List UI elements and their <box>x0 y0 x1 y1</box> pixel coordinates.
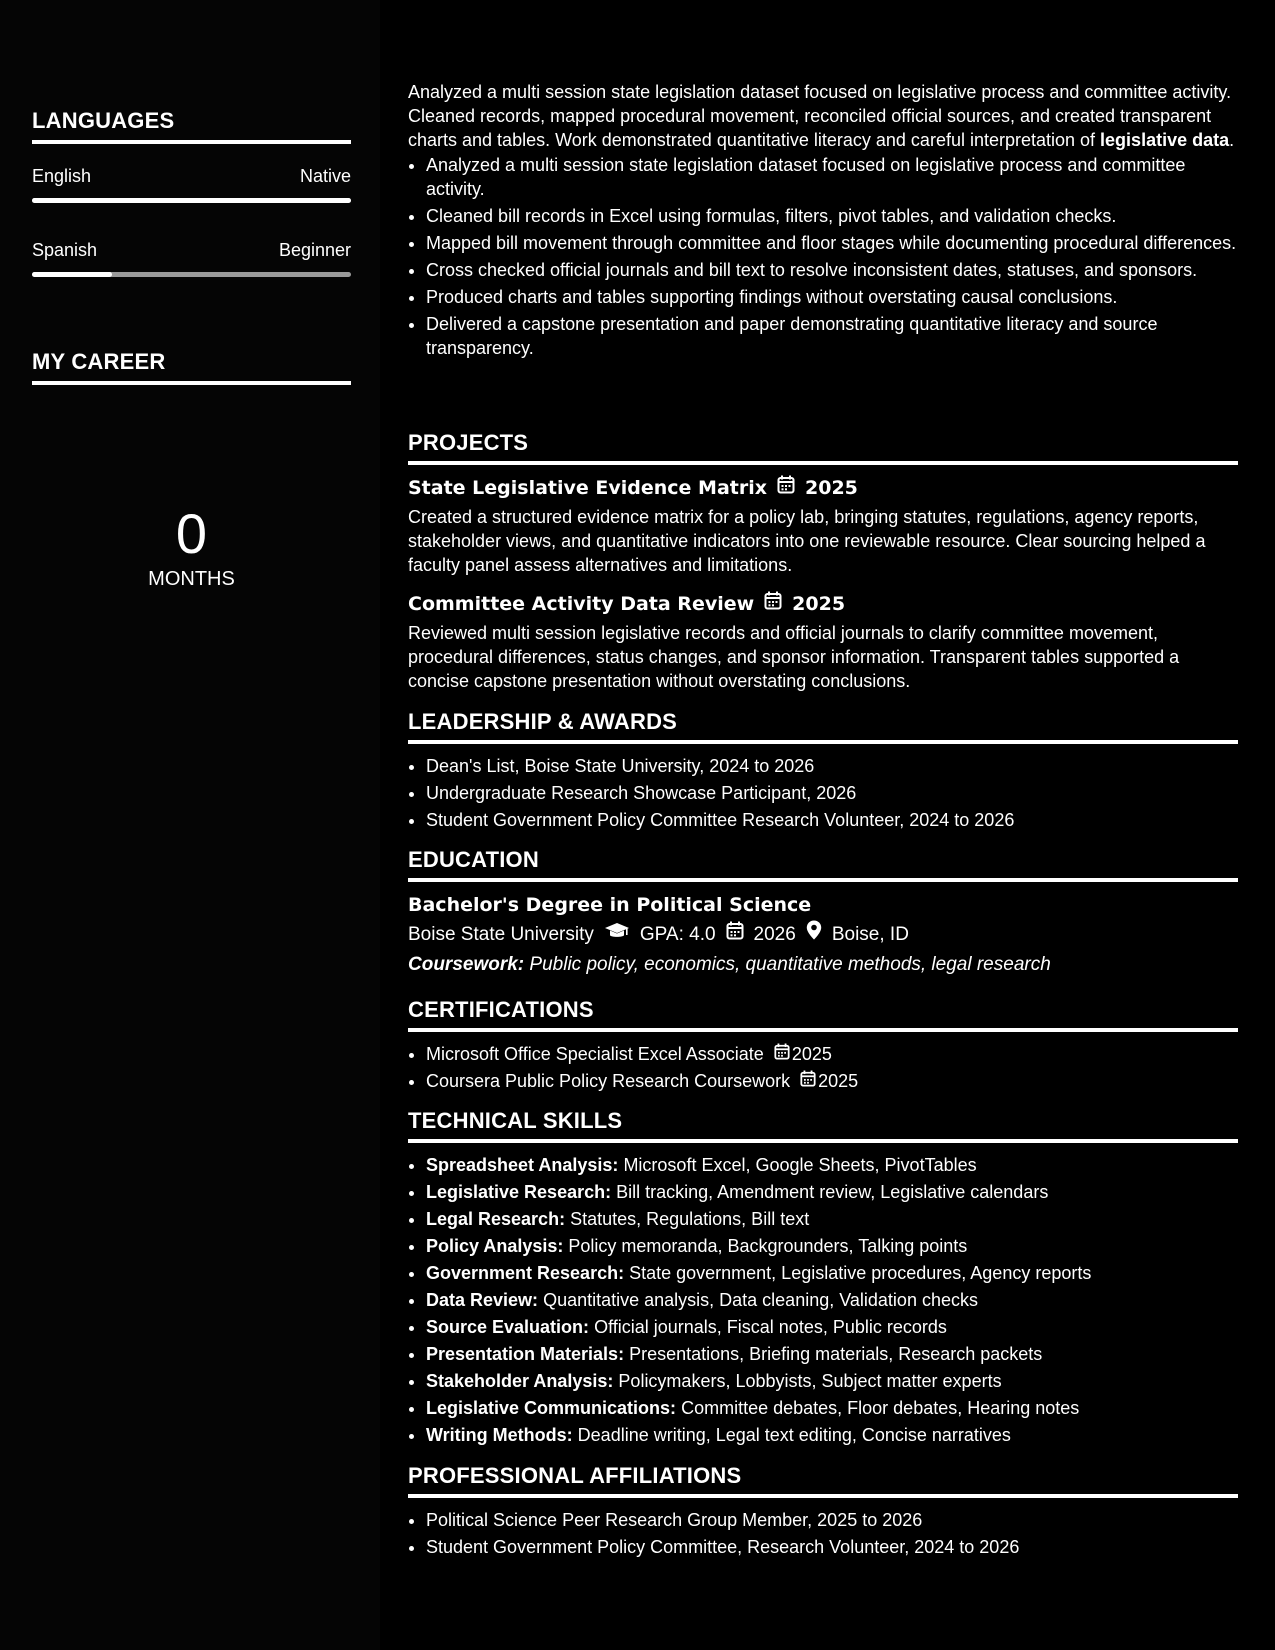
education-section <box>408 847 1238 979</box>
list-item: • Cleaned bill records in Excel using formulas, filters, pivot tables, and validation checks. <box>426 204 1238 228</box>
skills-list <box>408 1153 1238 1447</box>
experience-summary <box>408 80 1238 152</box>
list-item <box>426 1396 1238 1420</box>
list-item: • Political Science Peer Research Group Member, 2025 to 2026 <box>426 1508 1238 1532</box>
career-section <box>32 349 351 385</box>
list-item: • Student Government Policy Committee, Research Volunteer, 2024 to 2026 <box>426 1535 1238 1559</box>
languages-heading: LANGUAGES <box>32 108 351 144</box>
experience-section <box>408 80 1238 363</box>
language-proficiency-bar <box>32 272 351 277</box>
calendar-icon <box>777 475 795 501</box>
project-title-row <box>408 591 1238 617</box>
skill-value: Deadline writing, Legal text editing, Concise narratives <box>577 1425 1011 1445</box>
project-title-row <box>408 475 1238 501</box>
certifications-heading: CERTIFICATIONS <box>408 997 1238 1032</box>
skill-label: Policy Analysis: <box>426 1236 564 1256</box>
project-description: Created a structured evidence matrix for a policy lab, bringing statutes, regulations, agency reports, stakeholder views, and quantitative indicators into one reviewable resource. Clear sourcing helped a faculty panel assess alternatives and limitations. <box>408 507 1206 575</box>
skill-label: Legislative Research: <box>426 1182 612 1202</box>
skill-label: Presentation Materials: <box>426 1344 625 1364</box>
affiliations-heading: PROFESSIONAL AFFILIATIONS <box>408 1463 1238 1498</box>
skill-value: Bill tracking, Amendment review, Legislative calendars <box>616 1182 1049 1202</box>
list-item: • Dean's List, Boise State University, 2024 to 2026 <box>426 754 1238 778</box>
project-description: Reviewed multi session legislative records and official journals to clarify committee movement, procedural differences, status changes, and sponsor information. Transparent tables supported a concise capstone presentation without overstating conclusions. <box>408 623 1180 691</box>
list-item <box>426 1261 1238 1285</box>
calendar-icon <box>726 921 744 949</box>
experience-bullets <box>408 153 1238 360</box>
skills-section <box>408 1108 1238 1450</box>
certifications-list <box>408 1042 1238 1093</box>
skill-label: Stakeholder Analysis: <box>426 1371 614 1391</box>
certification-name: • Microsoft Office Specialist Excel Associate <box>426 1044 764 1064</box>
school-name: Boise State University <box>408 923 594 945</box>
language-name: English <box>32 166 92 186</box>
language-name: Spanish <box>32 240 98 260</box>
project-year: 2025 <box>805 477 858 499</box>
skill-label: Source Evaluation: <box>426 1317 590 1337</box>
career-heading: MY CAREER <box>32 349 351 385</box>
list-item <box>426 1423 1238 1447</box>
project-year: 2025 <box>792 593 846 615</box>
skill-label: Legislative Communications: <box>426 1398 677 1418</box>
calendar-icon <box>764 591 782 617</box>
coursework <box>408 951 1238 979</box>
projects-section <box>408 430 1238 693</box>
list-item: • Undergraduate Research Showcase Participant, 2026 <box>426 781 1238 805</box>
list-item <box>426 1369 1238 1393</box>
summary-bold-text: legislative data <box>1100 130 1230 150</box>
list-item: • Delivered a capstone presentation and paper demonstrating quantitative literacy and source transparency. <box>426 312 1238 360</box>
list-item <box>426 1207 1238 1231</box>
certification-year: 2025 <box>818 1071 859 1091</box>
language-proficiency-bar <box>32 198 351 203</box>
leadership-heading: LEADERSHIP & AWARDS <box>408 709 1238 744</box>
language-proficiency-fill <box>32 272 112 277</box>
project-item <box>408 591 1238 693</box>
list-item: • Cross checked official journals and bill text to resolve inconsistent dates, statuses, and sponsors. <box>426 258 1238 282</box>
summary-text: Analyzed a multi session state legislation dataset focused on legislative process and committee activity. Cleaned records, mapped procedural movement, reconciled official sources, and created transparent charts and tables. Work demonstrated quantitative literacy and careful interpretation of <box>408 82 1232 150</box>
graduation-cap-icon <box>604 921 630 949</box>
sidebar <box>0 0 380 1650</box>
school-location: Boise, ID <box>831 923 909 945</box>
language-level: Native <box>299 166 351 186</box>
skill-value: Presentations, Briefing materials, Research packets <box>629 1344 1043 1364</box>
language-item <box>32 239 351 277</box>
main-content <box>380 0 1275 1650</box>
language-proficiency-fill <box>32 198 351 203</box>
affiliations-section <box>408 1463 1238 1562</box>
list-item <box>426 1042 1238 1066</box>
leadership-section <box>408 709 1238 835</box>
education-details <box>408 920 1238 949</box>
skill-value: Quantitative analysis, Data cleaning, Validation checks <box>543 1290 978 1310</box>
list-item <box>426 1234 1238 1258</box>
skills-heading: TECHNICAL SKILLS <box>408 1108 1238 1143</box>
career-value: 0 <box>175 502 208 565</box>
leadership-list <box>408 754 1238 832</box>
certifications-section <box>408 997 1238 1096</box>
list-item: • Mapped bill movement through committee and floor stages while documenting procedural differences. <box>426 231 1238 255</box>
calendar-icon <box>800 1069 816 1093</box>
degree-title <box>408 892 1238 918</box>
affiliations-list <box>408 1508 1238 1559</box>
skill-label: Government Research: <box>426 1263 625 1283</box>
list-item: • Produced charts and tables supporting findings without overstating causal conclusions. <box>426 285 1238 309</box>
project-item <box>408 475 1238 577</box>
skill-value: Policy memoranda, Backgrounders, Talking points <box>568 1236 968 1256</box>
skill-value: Microsoft Excel, Google Sheets, PivotTables <box>623 1155 977 1175</box>
education-heading: EDUCATION <box>408 847 1238 882</box>
certification-year: 2025 <box>791 1044 832 1064</box>
career-unit: MONTHS <box>148 568 235 590</box>
skill-label: Writing Methods: <box>426 1425 573 1445</box>
skill-value: Official journals, Fiscal notes, Public records <box>594 1317 947 1337</box>
list-item <box>426 1288 1238 1312</box>
list-item <box>426 1153 1238 1177</box>
skill-value: State government, Legislative procedures, Agency reports <box>629 1263 1092 1283</box>
language-level: Beginner <box>278 240 351 260</box>
coursework-label: Coursework: <box>408 954 525 975</box>
location-pin-icon <box>806 920 822 949</box>
language-item <box>32 165 351 203</box>
list-item <box>426 1180 1238 1204</box>
list-item <box>426 1315 1238 1339</box>
skill-value: Committee debates, Floor debates, Hearing notes <box>681 1398 1080 1418</box>
skill-label: Spreadsheet Analysis: <box>426 1155 619 1175</box>
languages-section <box>32 108 351 277</box>
list-item: • Analyzed a multi session state legislation dataset focused on legislative process and committee activity. <box>426 153 1238 201</box>
graduation-year: 2026 <box>753 923 796 945</box>
career-counter <box>32 504 351 591</box>
project-title: Committee Activity Data Review <box>408 593 755 615</box>
gpa: GPA: 4.0 <box>639 923 716 945</box>
skill-label: Legal Research: <box>426 1209 566 1229</box>
degree-name: Bachelor's Degree in Political Science <box>408 894 812 916</box>
calendar-icon <box>774 1042 790 1066</box>
project-title: State Legislative Evidence Matrix <box>408 477 768 499</box>
skill-value: Statutes, Regulations, Bill text <box>570 1209 810 1229</box>
list-item <box>426 1342 1238 1366</box>
skill-label: Data Review: <box>426 1290 539 1310</box>
list-item: • Student Government Policy Committee Research Volunteer, 2024 to 2026 <box>426 808 1238 832</box>
skill-value: Policymakers, Lobbyists, Subject matter experts <box>618 1371 1002 1391</box>
projects-heading: PROJECTS <box>408 430 1238 465</box>
list-item <box>426 1069 1238 1093</box>
certification-name: • Coursera Public Policy Research Coursework <box>426 1071 791 1091</box>
coursework-list: Public policy, economics, quantitative methods, legal research <box>529 954 1051 975</box>
summary-text-end: . <box>1229 130 1235 150</box>
